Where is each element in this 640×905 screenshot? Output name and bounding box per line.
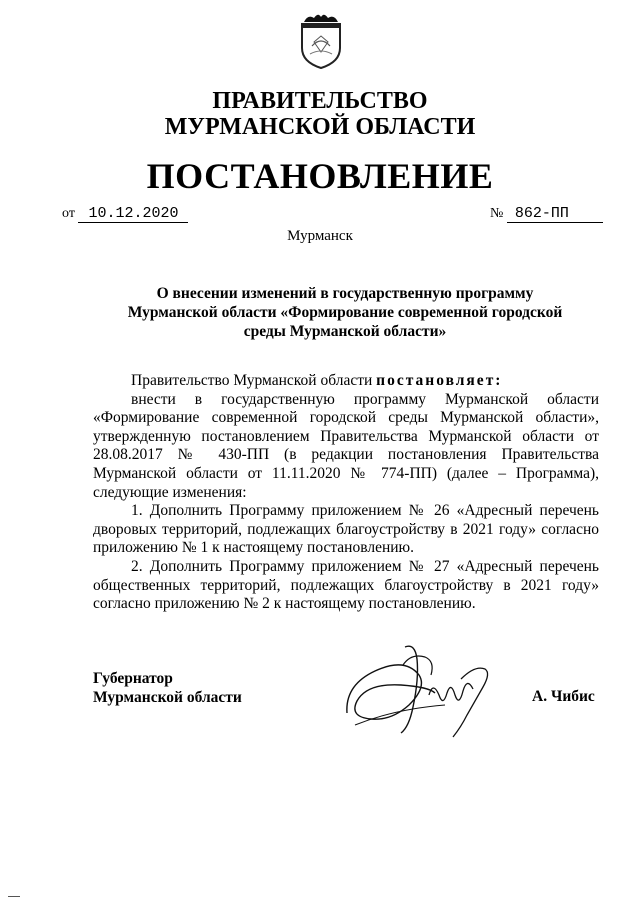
- document-city: Мурманск: [287, 228, 353, 244]
- document-date: [62, 205, 188, 223]
- government-title-line2: МУРМАНСКОЙ ОБЛАСТИ: [164, 114, 476, 140]
- number-value: 862-ПП: [507, 205, 603, 223]
- signatory-name: А. Чибис: [532, 688, 595, 705]
- government-title: [0, 88, 640, 140]
- date-value: 10.12.2020: [78, 205, 188, 223]
- handwritten-signature: [335, 635, 505, 750]
- intro-decree-word: постановляет:: [376, 372, 503, 389]
- document-type: ПОСТАНОВЛЕНИЕ: [146, 156, 494, 196]
- signatory-title-line1: Губернатор: [93, 670, 173, 687]
- intro-text: Правительство Мурманской области: [131, 372, 377, 389]
- document-subject: [110, 284, 580, 341]
- subject-line1: О внесении изменений в государственную программу: [156, 285, 534, 302]
- date-prefix: от: [62, 206, 75, 221]
- subject-line3: среды Мурманской области»: [243, 323, 447, 340]
- coat-of-arms-icon: [296, 8, 346, 70]
- government-title-line1: ПРАВИТЕЛЬСТВО: [212, 88, 428, 114]
- body-paragraph-3: 2. Дополнить Программу приложением № 27 «Адресный перечень общественных территорий, подлежащих благоустройству в 2021 году» согласно приложению № 2 к настоящему постановлению.: [93, 557, 599, 613]
- signatory-title-line2: Мурманской области: [93, 689, 242, 706]
- document-number: [490, 205, 603, 223]
- subject-line2: Мурманской области «Формирование современной городской: [127, 304, 563, 321]
- signatory-title: [93, 669, 242, 707]
- document-body: [93, 372, 599, 614]
- page-footer-mark: [8, 896, 20, 897]
- number-prefix: №: [490, 206, 504, 221]
- intro-paragraph: [93, 372, 599, 391]
- body-paragraph-1: внести в государственную программу Мурманской области «Формирование современной городской среды Мурманской области», утвержденную постановлением Правительства Мурманской области от 28.08.2017 № 430-ПП (в редакции постановления Правительства Мурманской области от 11.11.2020 № 774-ПП) (далее – Программа), следующие изменения:: [93, 390, 599, 501]
- body-paragraph-2: 1. Дополнить Программу приложением № 26 «Адресный перечень дворовых территорий, подлежащих благоустройству в 2021 году» согласно приложению № 1 к настоящему постановлению.: [93, 502, 599, 557]
